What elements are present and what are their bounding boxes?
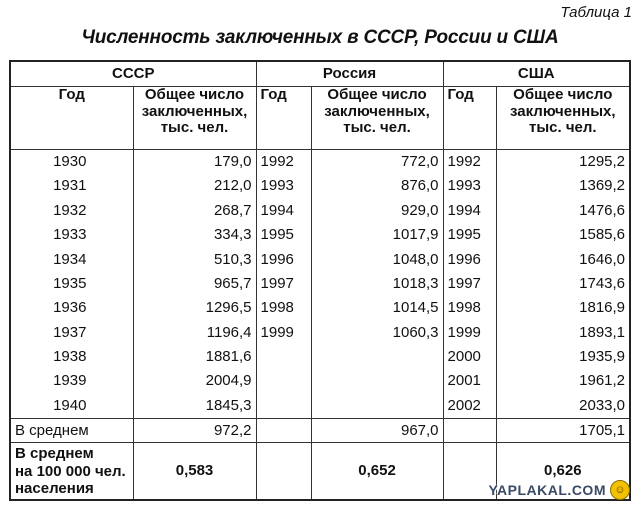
table-row	[10, 199, 630, 223]
ussr-year-cell: 1940	[10, 394, 133, 419]
per-100k-label	[10, 443, 133, 501]
russia-value-cell: 772,0	[311, 150, 443, 175]
russia-value-cell	[311, 345, 443, 369]
russia-year-cell	[256, 370, 311, 394]
ussr-year-cell: 1933	[10, 223, 133, 247]
russia-value-cell: 1060,3	[311, 321, 443, 345]
country-header-ussr: СССР	[10, 61, 256, 87]
ussr-year-cell: 1935	[10, 272, 133, 296]
ussr-value-cell: 1196,4	[133, 321, 256, 345]
russia-value-cell	[311, 370, 443, 394]
usa-year-cell: 1996	[443, 248, 496, 272]
value-header-line: Общее число	[513, 86, 613, 103]
russia-year-cell	[256, 345, 311, 369]
usa-average-value: 1705,1	[496, 419, 630, 443]
usa-year-cell: 1998	[443, 296, 496, 320]
ussr-year-cell: 1931	[10, 174, 133, 198]
value-header-line: тыс. чел.	[343, 119, 411, 136]
table-row	[10, 150, 630, 175]
usa-value-cell: 1816,9	[496, 296, 630, 320]
table-row	[10, 345, 630, 369]
russia-per-100k-value: 0,652	[311, 443, 443, 501]
watermark-text: YAPLAKAL.COM	[488, 482, 606, 498]
ussr-value-cell: 334,3	[133, 223, 256, 247]
usa-value-cell: 1369,2	[496, 174, 630, 198]
russia-value-cell: 1048,0	[311, 248, 443, 272]
country-header-russia: Россия	[256, 61, 443, 87]
ussr-value-cell: 1296,5	[133, 296, 256, 320]
ussr-year-cell: 1937	[10, 321, 133, 345]
average-label: В среднем	[10, 419, 133, 443]
ussr-value-cell: 965,7	[133, 272, 256, 296]
usa-value-cell: 1476,6	[496, 199, 630, 223]
empty-cell	[256, 419, 311, 443]
ussr-year-cell: 1930	[10, 150, 133, 175]
country-header-usa: США	[443, 61, 630, 87]
value-header-line: тыс. чел.	[528, 119, 597, 136]
usa-year-cell: 1999	[443, 321, 496, 345]
ussr-year-cell: 1934	[10, 248, 133, 272]
empty-cell	[443, 419, 496, 443]
ussr-value-cell: 2004,9	[133, 370, 256, 394]
russia-average-value: 967,0	[311, 419, 443, 443]
table-row	[10, 296, 630, 320]
russia-value-cell: 1014,5	[311, 296, 443, 320]
table-row	[10, 394, 630, 419]
russia-year-cell: 1992	[256, 150, 311, 175]
usa-value-cell: 1585,6	[496, 223, 630, 247]
table-row	[10, 223, 630, 247]
ussr-year-cell: 1939	[10, 370, 133, 394]
country-header-row	[10, 61, 630, 87]
per-100k-label-line: на 100 000 чел.	[15, 462, 126, 480]
table-row	[10, 272, 630, 296]
ussr-value-cell: 212,0	[133, 174, 256, 198]
russia-year-cell	[256, 394, 311, 419]
value-header-usa	[496, 87, 630, 150]
empty-cell	[256, 443, 311, 501]
ussr-average-value: 972,2	[133, 419, 256, 443]
ussr-value-cell: 1881,6	[133, 345, 256, 369]
usa-value-cell: 1893,1	[496, 321, 630, 345]
russia-year-cell: 1993	[256, 174, 311, 198]
ussr-value-cell: 268,7	[133, 199, 256, 223]
table-body	[10, 150, 630, 501]
table-row	[10, 174, 630, 198]
table-row	[10, 321, 630, 345]
ussr-per-100k-value: 0,583	[133, 443, 256, 501]
year-header-ussr: Год	[10, 87, 133, 150]
russia-year-cell: 1996	[256, 248, 311, 272]
site-watermark	[489, 480, 631, 500]
usa-value-cell: 2033,0	[496, 394, 630, 419]
usa-year-cell: 1994	[443, 199, 496, 223]
usa-value-cell: 1295,2	[496, 150, 630, 175]
per-100k-label-line: В среднем	[15, 445, 94, 463]
russia-year-cell: 1999	[256, 321, 311, 345]
usa-year-cell: 1995	[443, 223, 496, 247]
usa-year-cell: 2000	[443, 345, 496, 369]
usa-value-cell: 1935,9	[496, 345, 630, 369]
russia-value-cell: 876,0	[311, 174, 443, 198]
value-header-ussr	[133, 87, 256, 150]
per-100k-label-line: населения	[15, 479, 94, 497]
ussr-value-cell: 510,3	[133, 248, 256, 272]
ussr-year-cell: 1932	[10, 199, 133, 223]
value-header-line: Общее число	[327, 86, 427, 103]
usa-year-cell: 1992	[443, 150, 496, 175]
table-row	[10, 248, 630, 272]
usa-year-cell: 2001	[443, 370, 496, 394]
value-header-line: тыс. чел.	[160, 119, 229, 136]
table-row	[10, 370, 630, 394]
ussr-year-cell: 1938	[10, 345, 133, 369]
usa-year-cell: 1997	[443, 272, 496, 296]
russia-value-cell: 1018,3	[311, 272, 443, 296]
russia-year-cell: 1994	[256, 199, 311, 223]
usa-per-100k-value: 0,626	[496, 443, 630, 501]
value-header-russia	[311, 87, 443, 150]
table-caption-label: Таблица 1	[560, 4, 632, 21]
value-header-line: заключенных,	[141, 102, 248, 120]
value-header-line: заключенных,	[510, 102, 616, 120]
russia-value-cell: 929,0	[311, 199, 443, 223]
ussr-value-cell: 179,0	[133, 150, 256, 175]
ussr-year-cell: 1936	[10, 296, 133, 320]
year-header-russia: Год	[256, 87, 311, 150]
usa-value-cell: 1961,2	[496, 370, 630, 394]
column-header-row	[10, 87, 630, 150]
smiley-icon: ☺	[610, 480, 630, 500]
year-header-usa: Год	[443, 87, 496, 150]
russia-value-cell	[311, 394, 443, 419]
document-title: Численность заключенных в СССР, России и США	[81, 27, 559, 48]
usa-value-cell: 1646,0	[496, 248, 630, 272]
russia-year-cell: 1997	[256, 272, 311, 296]
usa-year-cell: 2002	[443, 394, 496, 419]
usa-value-cell: 1743,6	[496, 272, 630, 296]
russia-value-cell: 1017,9	[311, 223, 443, 247]
value-header-line: Общее число	[144, 86, 245, 103]
russia-year-cell: 1998	[256, 296, 311, 320]
usa-year-cell: 1993	[443, 174, 496, 198]
average-row	[10, 419, 630, 443]
prisoners-table	[9, 60, 631, 501]
value-header-line: заключенных,	[324, 102, 430, 120]
russia-year-cell: 1995	[256, 223, 311, 247]
ussr-value-cell: 1845,3	[133, 394, 256, 419]
